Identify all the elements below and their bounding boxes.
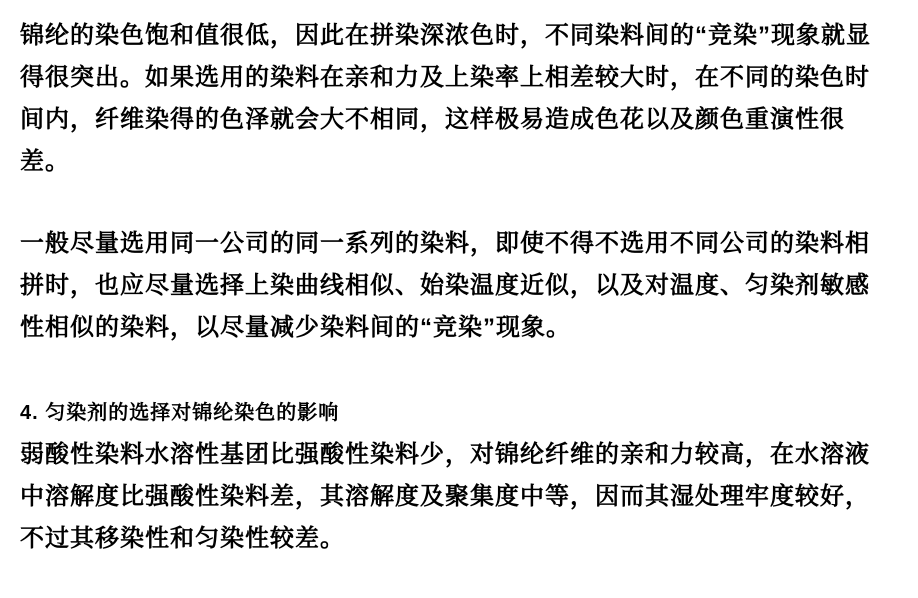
text-line: 弱酸性染料水溶性基团比强酸性染料少，对锦纶纤维的亲和力较高，在水溶液 xyxy=(20,441,870,468)
text-line: 差。 xyxy=(20,148,70,175)
text-line: 锦纶的染色饱和值很低，因此在拼染深浓色时，不同染料间的“竞染”现象就显 xyxy=(20,22,871,49)
text-line: 不过其移染性和匀染性较差。 xyxy=(20,525,345,552)
section-heading-leveling-agent: 4. 匀染剂的选择对锦纶染色的影响 xyxy=(20,402,340,424)
paragraph-dye-selection xyxy=(20,223,900,349)
paragraph-competitive-dyeing xyxy=(20,15,900,183)
text-line: 中溶解度比强酸性染料差，其溶解度及聚集度中等，因而其湿处理牢度较好， xyxy=(20,483,870,510)
text-line: 得很突出。如果选用的染料在亲和力及上染率上相差较大时，在不同的染色时 xyxy=(20,64,870,91)
paragraph-weak-acid-dyes xyxy=(20,434,900,560)
text-line: 间内，纤维染得的色泽就会大不相同，这样极易造成色花以及颜色重演性很 xyxy=(20,106,845,133)
text-line: 拼时，也应尽量选择上染曲线相似、始染温度近似，以及对温度、匀染剂敏感 xyxy=(20,272,870,299)
text-line: 性相似的染料，以尽量减少染料间的“竞染”现象。 xyxy=(20,314,571,341)
text-line: 一般尽量选用同一公司的同一系列的染料，即使不得不选用不同公司的染料相 xyxy=(20,230,870,257)
